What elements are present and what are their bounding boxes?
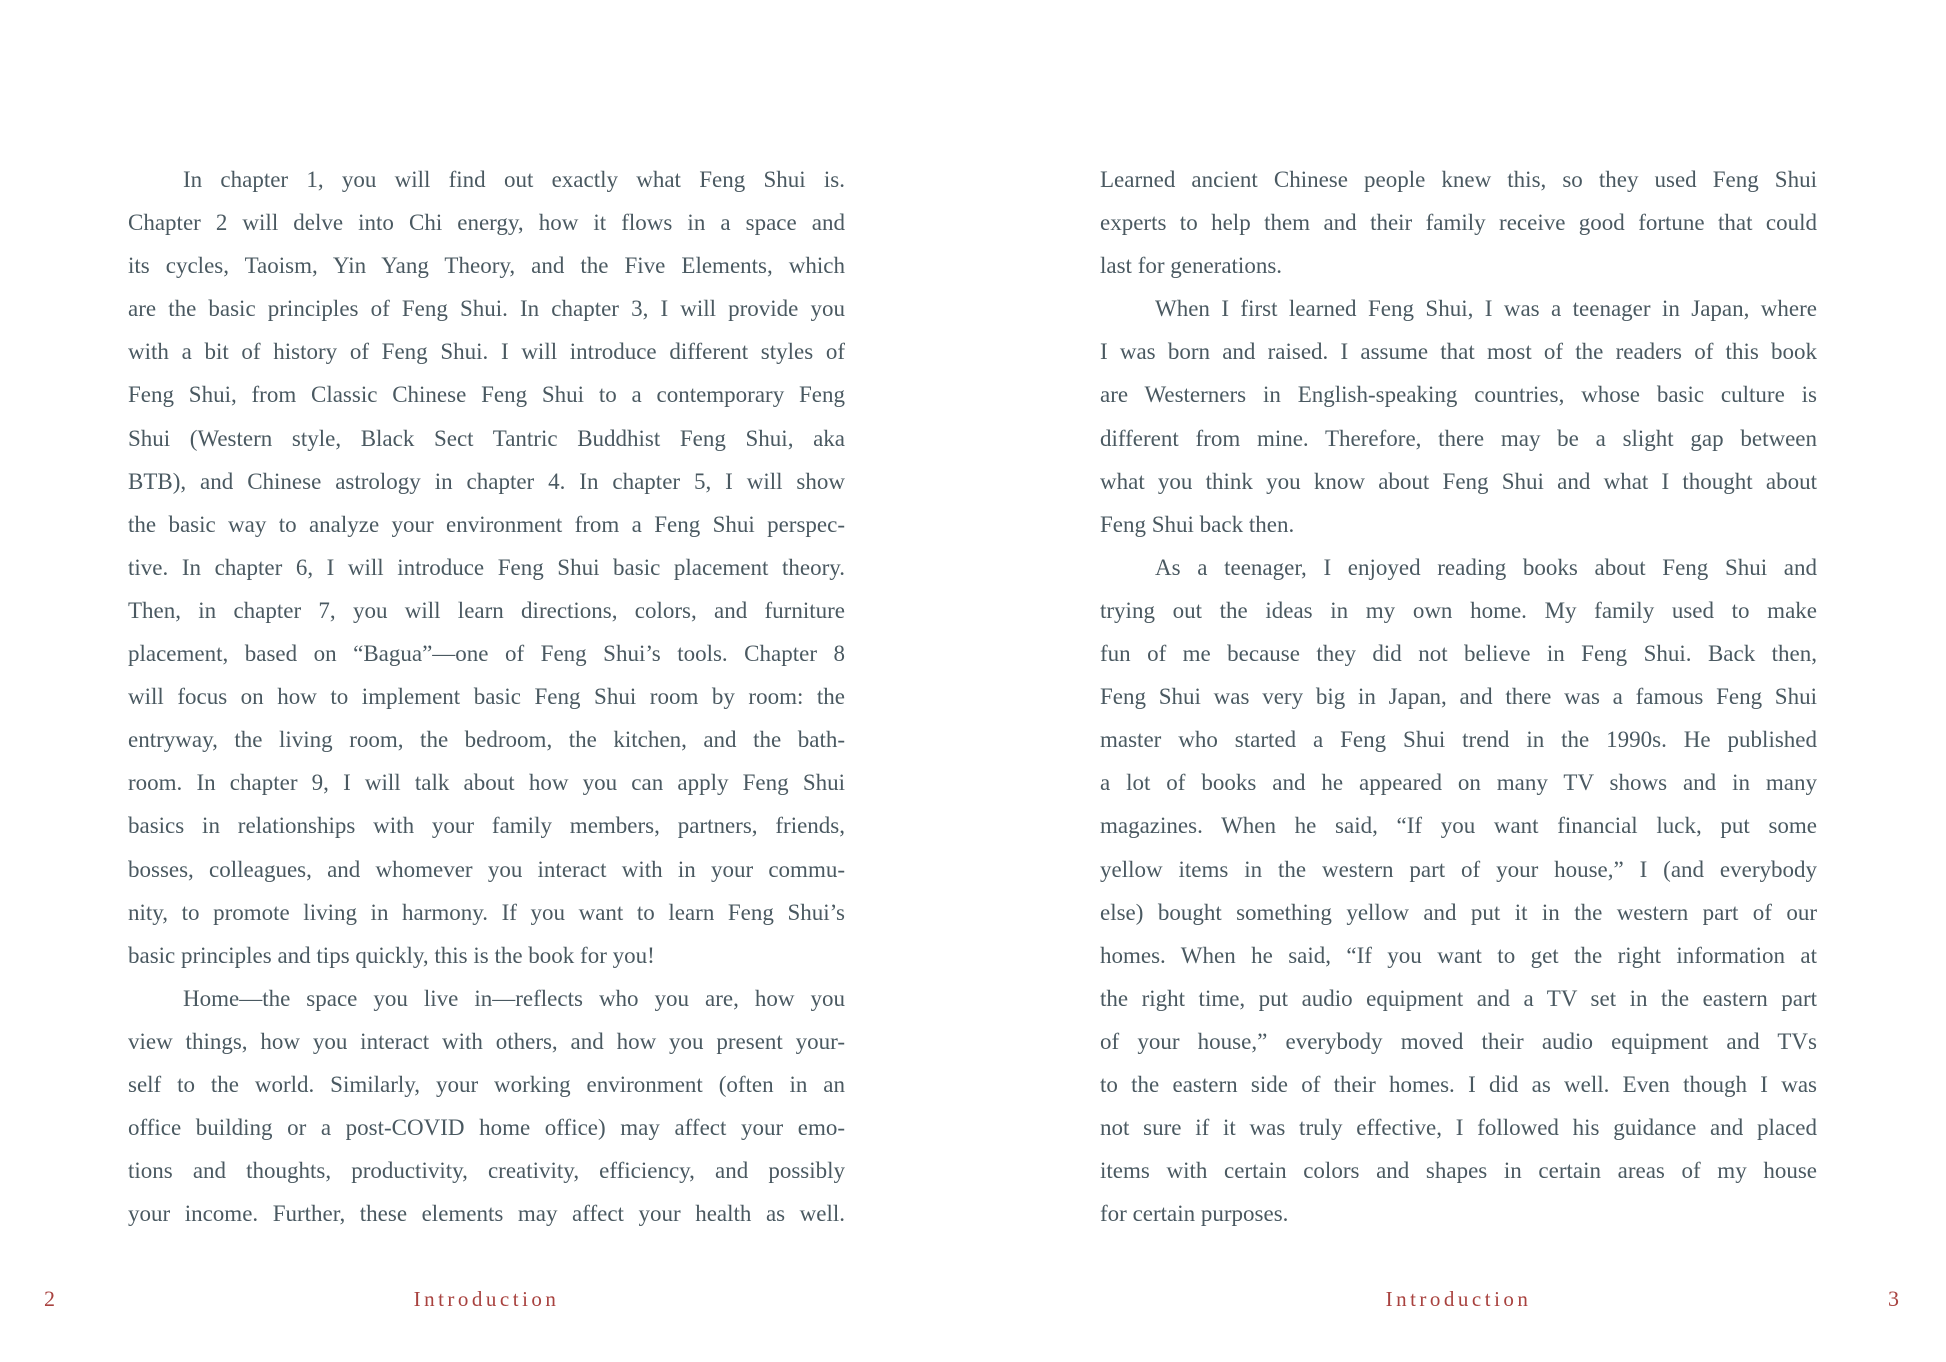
text-line: Feng Shui was very big in Japan, and there was a famous Feng Shui xyxy=(1100,684,1817,710)
left-page-number: 2 xyxy=(44,1286,55,1311)
left-running-footer-section-title: Introduction xyxy=(413,1287,560,1311)
text-line: In chapter 1, you will find out exactly what Feng Shui is. xyxy=(183,167,845,192)
text-line: of your house,” everybody moved their audio equipment and TVs xyxy=(1100,1028,1817,1054)
text-line: its cycles, Taoism, Yin Yang Theory, and the Five Elements, which xyxy=(128,253,845,279)
text-line: view things, how you interact with others, and how you present your- xyxy=(128,1028,845,1054)
text-line: a lot of books and he appeared on many TV shows and in many xyxy=(1100,770,1817,796)
text-line: not sure if it was truly effective, I followed his guidance and placed xyxy=(1100,1115,1817,1141)
text-line: As a teenager, I enjoyed reading books about Feng Shui and xyxy=(1155,554,1817,580)
text-line: yellow items in the western part of your house,” I (and everybody xyxy=(1100,856,1817,882)
text-line: I was born and raised. I assume that most of the readers of this book xyxy=(1100,339,1817,365)
text-line: fun of me because they did not believe in Feng Shui. Back then, xyxy=(1100,641,1817,667)
text-line: Shui (Western style, Black Sect Tantric Buddhist Feng Shui, aka xyxy=(128,425,845,451)
text-line: room. In chapter 9, I will talk about how you can apply Feng Shui xyxy=(128,770,845,796)
text-line: the right time, put audio equipment and a TV set in the eastern part xyxy=(1100,985,1817,1011)
text-line: self to the world. Similarly, your working environment (often in an xyxy=(128,1071,845,1097)
text-line: nity, to promote living in harmony. If you want to learn Feng Shui’s xyxy=(128,899,845,925)
text-line: magazines. When he said, “If you want financial luck, put some xyxy=(1100,813,1817,839)
text-line: else) bought something yellow and put it in the western part of our xyxy=(1100,899,1817,925)
text-line: different from mine. Therefore, there may be a slight gap between xyxy=(1100,425,1817,451)
left-page-text-block xyxy=(128,158,845,1235)
text-line: Then, in chapter 7, you will learn directions, colors, and furniture xyxy=(128,597,845,623)
text-line: with a bit of history of Feng Shui. I will introduce different styles of xyxy=(128,339,845,365)
text-line: bosses, colleagues, and whomever you interact with in your commu- xyxy=(128,856,845,882)
text-line: what you think you know about Feng Shui and what I thought about xyxy=(1100,468,1817,494)
text-line: last for generations. xyxy=(1100,253,1283,279)
text-line: BTB), and Chinese astrology in chapter 4. In chapter 5, I will show xyxy=(128,468,845,494)
text-line: trying out the ideas in my own home. My family used to make xyxy=(1100,597,1817,623)
text-line: to the eastern side of their homes. I did as well. Even though I was xyxy=(1100,1071,1817,1097)
text-line: for certain purposes. xyxy=(1100,1201,1289,1227)
text-line: Learned ancient Chinese people knew this, so they used Feng Shui xyxy=(1100,167,1817,192)
text-line: your income. Further, these elements may affect your health as well. xyxy=(128,1201,845,1227)
text-line: basics in relationships with your family members, partners, friends, xyxy=(128,813,845,839)
text-line: tive. In chapter 6, I will introduce Feng Shui basic placement theory. xyxy=(128,554,845,580)
text-line: are the basic principles of Feng Shui. In chapter 3, I will provide you xyxy=(128,296,845,322)
text-line: Chapter 2 will delve into Chi energy, how it flows in a space and xyxy=(128,210,845,236)
text-line: Feng Shui back then. xyxy=(1100,511,1295,537)
text-line: master who started a Feng Shui trend in the 1990s. He published xyxy=(1100,727,1817,753)
text-line: experts to help them and their family receive good fortune that could xyxy=(1100,210,1817,236)
text-line: Home—the space you live in—reflects who you are, how you xyxy=(183,985,845,1011)
text-line: placement, based on “Bagua”—one of Feng Shui’s tools. Chapter 8 xyxy=(128,641,845,667)
right-page-text-block xyxy=(1100,158,1817,1235)
text-line: entryway, the living room, the bedroom, the kitchen, and the bath- xyxy=(128,727,845,753)
text-line: tions and thoughts, productivity, creativity, efficiency, and possibly xyxy=(128,1158,845,1184)
text-line: items with certain colors and shapes in certain areas of my house xyxy=(1100,1158,1817,1184)
right-page-number: 3 xyxy=(1888,1286,1899,1311)
text-line: the basic way to analyze your environment from a Feng Shui perspec- xyxy=(128,511,845,537)
text-line: When I first learned Feng Shui, I was a teenager in Japan, where xyxy=(1155,296,1817,322)
text-line: will focus on how to implement basic Feng Shui room by room: the xyxy=(128,684,845,710)
text-line: are Westerners in English-speaking countries, whose basic culture is xyxy=(1100,382,1817,408)
text-line: homes. When he said, “If you want to get the right information at xyxy=(1100,942,1817,968)
right-running-footer-section-title: Introduction xyxy=(1385,1287,1532,1311)
text-line: office building or a post-COVID home office) may affect your emo- xyxy=(128,1115,845,1141)
text-line: basic principles and tips quickly, this is the book for you! xyxy=(128,942,655,968)
text-line: Feng Shui, from Classic Chinese Feng Shui to a contemporary Feng xyxy=(128,382,845,408)
